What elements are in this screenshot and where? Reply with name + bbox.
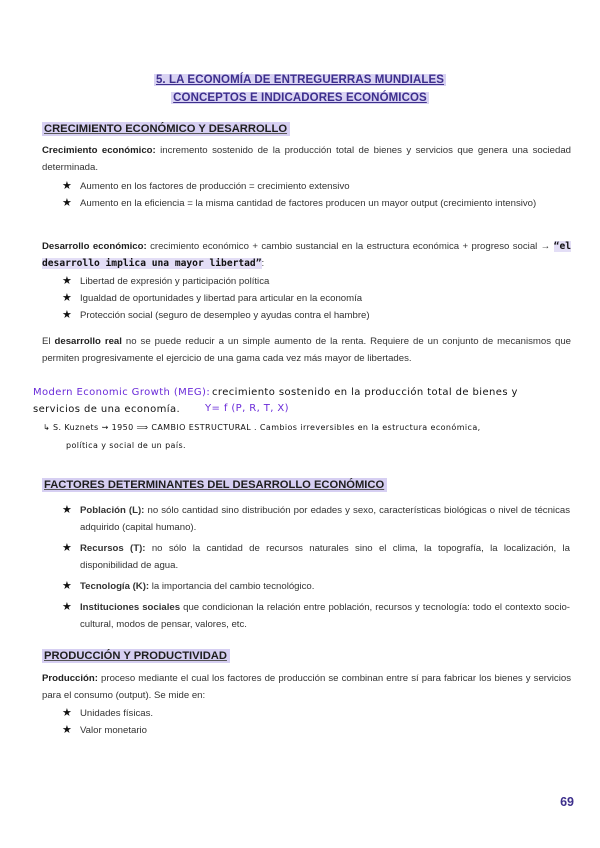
handwritten-meg-text-2: servicios de una economía.	[33, 404, 181, 415]
list-item: ★ Instituciones sociales que condicionan la relación entre población, recursos y tecnología: todo el contexto socio-cultural, modos de pensar, valores, etc.	[62, 601, 570, 630]
term-produccion: Producción:	[42, 673, 98, 684]
term-desarrollo: Desarrollo económico:	[42, 241, 147, 252]
definition-text: incremento sostenido de la producción total de bienes y servicios que genera una sociedad determinada.	[42, 145, 571, 173]
definition-crecimiento	[42, 142, 571, 176]
list-item: ★ Población (L): no sólo cantidad sino distribución por edades y sexo, características biológicas o nivel de técnicas adquirido (capital humano).	[62, 504, 570, 533]
chapter-title-line-1: 5. LA ECONOMÍA DE ENTREGUERRAS MUNDIALES	[155, 74, 445, 86]
chapter-title-line-2: CONCEPTOS E INDICADORES ECONÓMICOS	[173, 92, 427, 104]
star-bullet-icon: ★	[62, 275, 72, 287]
list-item: ★ Tecnología (K): la importancia del cambio tecnológico.	[62, 578, 570, 595]
term-crecimiento: Crecimiento económico:	[42, 145, 156, 156]
page-number: 69	[560, 795, 574, 809]
handwritten-meg-text: crecimiento sostenido en la producción total de bienes y	[212, 387, 518, 398]
star-bullet-icon: ★	[62, 292, 72, 304]
list-item: ★ Libertad de expresión y participación política	[62, 273, 570, 290]
list-item: ★ Valor monetario	[62, 722, 570, 739]
section-heading-produccion: PRODUCCIÓN Y PRODUCTIVIDAD	[42, 649, 230, 663]
section-heading-factores: FACTORES DETERMINANTES DEL DESARROLLO ECONÓMICO	[42, 478, 387, 492]
handwritten-kuznets-note: ↳ S. Kuznets ⇝ 1950 ⟹ CAMBIO ESTRUCTURAL . Cambios irreversibles en la estructura económica,	[43, 423, 481, 432]
star-bullet-icon: ★	[62, 180, 72, 192]
chapter-title	[0, 74, 600, 86]
list-item: ★ Protección social (seguro de desempleo y ayudas contra el hambre)	[62, 307, 570, 324]
list-item: ★ Aumento en los factores de producción = crecimiento extensivo	[62, 178, 570, 195]
quote-libertad: “el desarrollo implica una mayor libertad”	[42, 241, 571, 269]
definition-desarrollo: Desarrollo económico: crecimiento económico + cambio sustancial en la estructura económica + progreso social → “el desarrollo implica una mayor libertad”:	[42, 241, 571, 269]
star-bullet-icon: ★	[62, 724, 72, 736]
star-bullet-icon: ★	[62, 601, 72, 613]
list-item: ★ Recursos (T): no sólo la cantidad de recursos naturales sino el clima, la topografía, la localización, la disponibilidad de agua.	[62, 542, 570, 571]
section-heading-crecimiento: CRECIMIENTO ECONÓMICO Y DESARROLLO	[42, 122, 290, 136]
definition-produccion: Producción: proceso mediante el cual los factores de producción se combinan entre sí para fabricar los bienes y servicios para el consumo (output). Se mide en:	[42, 673, 571, 701]
star-bullet-icon: ★	[62, 542, 72, 554]
list-item: ★ Unidades físicas.	[62, 705, 570, 722]
handwritten-kuznets-note-2: política y social de un país.	[66, 441, 186, 450]
handwritten-meg-label: Modern Economic Growth (MEG):	[33, 387, 211, 398]
star-bullet-icon: ★	[62, 580, 72, 592]
handwritten-formula: Y= f (P, R, T, X)	[205, 403, 289, 414]
star-bullet-icon: ★	[62, 707, 72, 719]
paragraph-desarrollo-real: El desarrollo real no se puede reducir a un simple aumento de la renta. Requiere de un conjunto de mecanismos que permiten progresivamente el ejercicio de una gama cada vez más mayor de libertades.	[42, 336, 571, 364]
chapter-subtitle	[0, 92, 600, 104]
star-bullet-icon: ★	[62, 309, 72, 321]
list-item: ★ Aumento en la eficiencia = la misma cantidad de factores producen un mayor output (crecimiento intensivo)	[62, 195, 570, 212]
term-desarrollo-real: desarrollo real	[54, 336, 122, 347]
star-bullet-icon: ★	[62, 504, 72, 516]
star-bullet-icon: ★	[62, 197, 72, 209]
list-item: ★ Igualdad de oportunidades y libertad para articular en la economía	[62, 290, 570, 307]
